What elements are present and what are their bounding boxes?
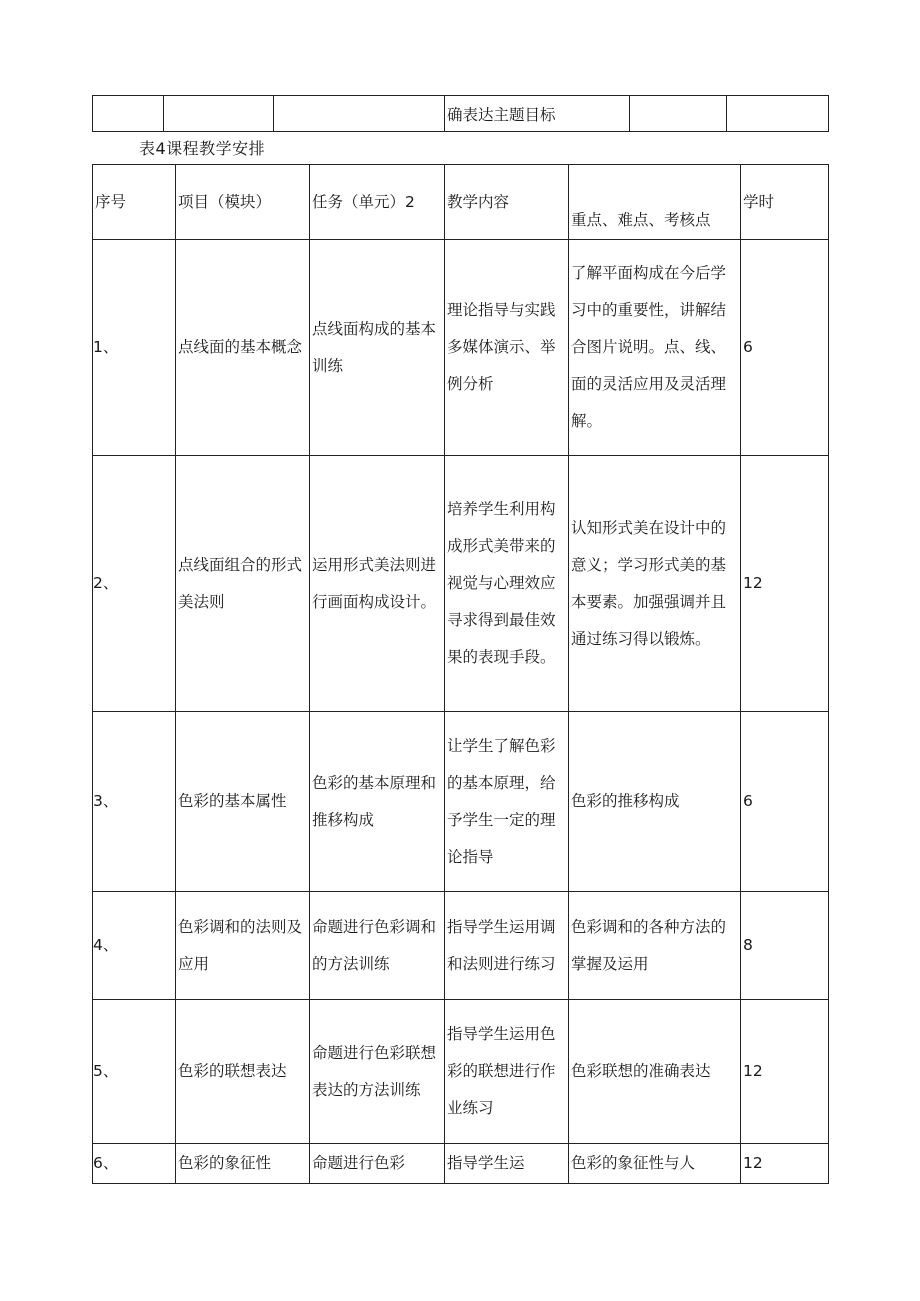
row-project: 色彩的联想表达	[176, 1000, 310, 1144]
row-project: 色彩调和的法则及应用	[176, 892, 310, 1000]
row-no: 2、	[93, 456, 176, 712]
course-schedule-table	[92, 164, 829, 1184]
row-content: 指导学生运用色彩的联想进行作业练习	[445, 1000, 569, 1144]
continuation-table-row	[92, 95, 829, 132]
row-hours: 12	[741, 456, 829, 712]
row-project: 色彩的象征性	[176, 1144, 310, 1184]
row-content: 让学生了解色彩的基本原理，给予学生一定的理论指导	[445, 712, 569, 892]
table-cell	[274, 96, 445, 132]
row-focus: 色彩调和的各种方法的掌握及运用	[569, 892, 741, 1000]
row-hours: 6	[741, 712, 829, 892]
row-focus: 了解平面构成在今后学习中的重要性，讲解结合图片说明。点、线、面的灵活应用及灵活理解。	[569, 240, 741, 456]
row-task: 命题进行色彩	[310, 1144, 445, 1184]
table-row	[93, 1144, 829, 1184]
table-row	[93, 1000, 829, 1144]
row-content: 培养学生利用构成形式美带来的视觉与心理效应寻求得到最佳效果的表现手段。	[445, 456, 569, 712]
table-row	[93, 240, 829, 456]
header-project: 项目（模块）	[176, 165, 310, 240]
row-project: 色彩的基本属性	[176, 712, 310, 892]
row-focus: 色彩联想的准确表达	[569, 1000, 741, 1144]
row-no: 3、	[93, 712, 176, 892]
table-cell	[630, 96, 727, 132]
row-content: 理论指导与实践多媒体演示、举例分析	[445, 240, 569, 456]
row-no: 4、	[93, 892, 176, 1000]
header-no: 序号	[93, 165, 176, 240]
row-task: 运用形式美法则进行画面构成设计。	[310, 456, 445, 712]
row-task: 命题进行色彩联想表达的方法训练	[310, 1000, 445, 1144]
row-no: 5、	[93, 1000, 176, 1144]
header-task: 任务（单元）2	[310, 165, 445, 240]
row-no: 1、	[93, 240, 176, 456]
row-hours: 12	[741, 1000, 829, 1144]
table-cell	[164, 96, 274, 132]
header-focus: 重点、难点、考核点	[569, 165, 741, 240]
table-header-row	[93, 165, 829, 240]
row-task: 命题进行色彩调和的方法训练	[310, 892, 445, 1000]
row-hours: 8	[741, 892, 829, 1000]
table-cell	[727, 96, 829, 132]
table-cell: 确表达主题目标	[445, 96, 630, 132]
row-project: 点线面的基本概念	[176, 240, 310, 456]
header-hours: 学时	[741, 165, 829, 240]
row-hours: 6	[741, 240, 829, 456]
row-no: 6、	[93, 1144, 176, 1184]
row-hours: 12	[741, 1144, 829, 1184]
row-focus: 认知形式美在设计中的意义；学习形式美的基本要素。加强强调并且通过练习得以锻炼。	[569, 456, 741, 712]
table-row	[93, 892, 829, 1000]
row-focus: 色彩的推移构成	[569, 712, 741, 892]
table-row	[93, 456, 829, 712]
row-content: 指导学生运	[445, 1144, 569, 1184]
row-content: 指导学生运用调和法则进行练习	[445, 892, 569, 1000]
row-focus: 色彩的象征性与人	[569, 1144, 741, 1184]
header-content: 教学内容	[445, 165, 569, 240]
row-project: 点线面组合的形式美法则	[176, 456, 310, 712]
row-task: 色彩的基本原理和推移构成	[310, 712, 445, 892]
table-caption: 表4课程教学安排	[139, 139, 266, 158]
table-row	[93, 96, 829, 132]
table-cell	[93, 96, 164, 132]
table-row	[93, 712, 829, 892]
row-task: 点线面构成的基本训练	[310, 240, 445, 456]
